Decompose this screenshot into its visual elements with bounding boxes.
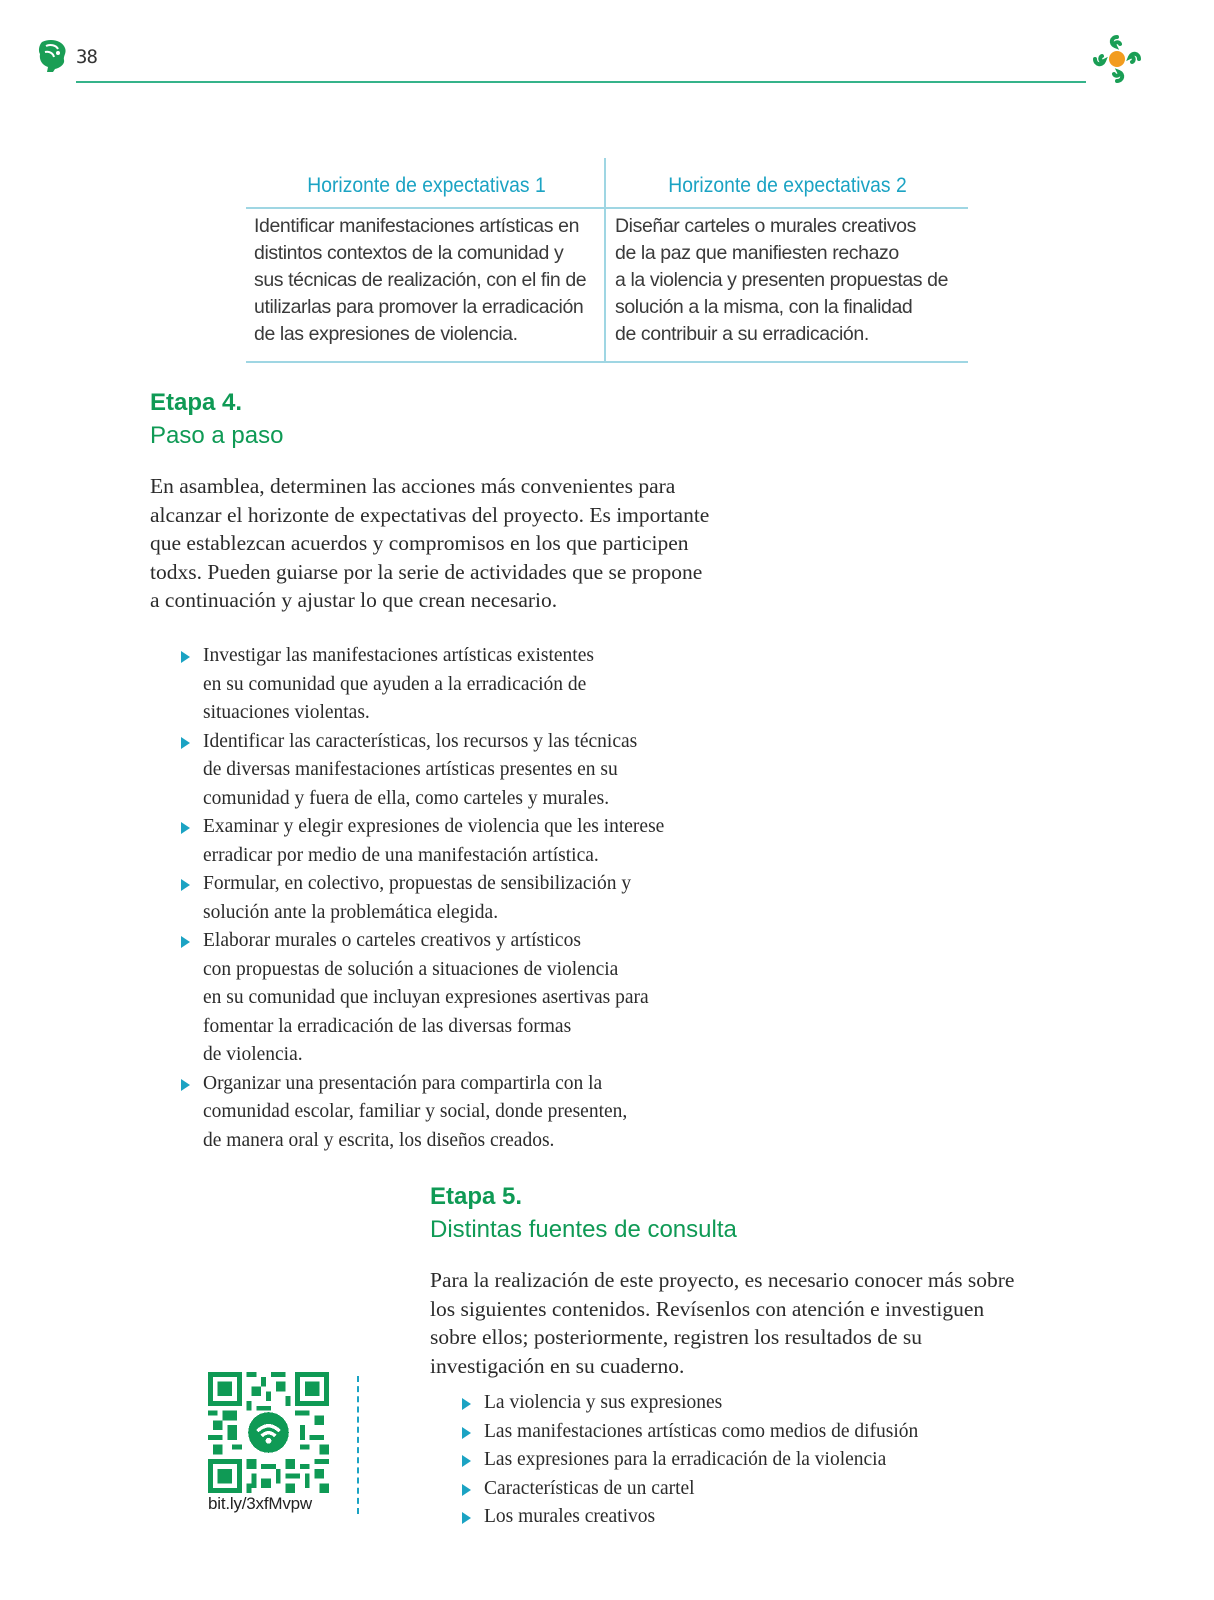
table-column-1 bbox=[246, 158, 607, 348]
list-item bbox=[178, 642, 718, 728]
list-item-line: de diversas manifestaciones artísticas presentes en su bbox=[203, 759, 618, 780]
list-item-line: con propuestas de solución a situaciones de violencia bbox=[203, 958, 619, 980]
triangle-bullet-icon bbox=[181, 1079, 190, 1091]
table-cell-line: Identificar manifestaciones artísticas en bbox=[254, 215, 580, 237]
list-item bbox=[178, 728, 718, 814]
header-rule bbox=[76, 81, 1086, 83]
paragraph-line: sobre ellos; posteriormente, registren los resultados de su bbox=[430, 1325, 923, 1349]
page-number: 38 bbox=[76, 46, 97, 68]
list-item-line: Examinar y elegir expresiones de violencia que les interese bbox=[203, 816, 665, 837]
list-item bbox=[178, 870, 718, 927]
flower-ornament-icon bbox=[1091, 33, 1143, 85]
list-item bbox=[459, 1503, 1019, 1532]
paragraph-line: alcanzar el horizonte de expectativas del proyecto. Es importante bbox=[150, 502, 710, 527]
list-item bbox=[178, 927, 718, 1070]
list-item-line: Los murales creativos bbox=[484, 1506, 656, 1527]
list-item-line: en su comunidad que incluyan expresiones asertivas para bbox=[203, 987, 649, 1008]
etapa4-intro-paragraph bbox=[150, 472, 770, 615]
table-cell-line: Diseñar carteles o murales creativos bbox=[615, 215, 916, 237]
paragraph-line: Para la realización de este proyecto, es necesario conocer más sobre bbox=[430, 1268, 1015, 1292]
paragraph-line: los siguientes contenidos. Revísenlos con atención e investiguen bbox=[430, 1296, 985, 1321]
green-head-logo-icon bbox=[36, 38, 70, 72]
etapa5-label: Etapa 5. bbox=[430, 1183, 523, 1210]
table-cell-line: distintos contextos de la comunidad y bbox=[254, 242, 564, 264]
list-item-line: comunidad y fuera de ella, como carteles y murales. bbox=[203, 787, 610, 809]
topics-list bbox=[459, 1389, 1019, 1532]
list-item-line: Características de un cartel bbox=[484, 1477, 695, 1499]
triangle-bullet-icon bbox=[181, 936, 190, 948]
etapa4-heading bbox=[150, 386, 283, 452]
table-cell-line: utilizarlas para promover la erradicación bbox=[254, 296, 584, 318]
triangle-bullet-icon bbox=[181, 879, 190, 891]
triangle-bullet-icon bbox=[181, 737, 190, 749]
list-item bbox=[459, 1446, 1019, 1475]
triangle-bullet-icon bbox=[462, 1455, 471, 1467]
list-item-line: situaciones violentas. bbox=[203, 702, 370, 723]
table-cell-2 bbox=[607, 207, 968, 348]
list-item bbox=[178, 813, 718, 870]
table-column-2 bbox=[607, 158, 968, 348]
table-cell-line: solución a la misma, con la finalidad bbox=[615, 296, 913, 318]
triangle-bullet-icon bbox=[181, 822, 190, 834]
etapa4-label: Etapa 4. bbox=[150, 389, 243, 416]
list-item-line: solución ante la problemática elegida. bbox=[203, 901, 499, 923]
list-item-line: de violencia. bbox=[203, 1044, 303, 1065]
list-item bbox=[459, 1475, 1019, 1504]
paragraph-line: En asamblea, determinen las acciones más convenientes para bbox=[150, 474, 676, 498]
etapa5-heading bbox=[430, 1180, 737, 1246]
list-item-line: Elaborar murales o carteles creativos y artísticos bbox=[203, 930, 581, 951]
list-item-line: de manera oral y escrita, los diseños creados. bbox=[203, 1129, 555, 1151]
table-cell-line: de contribuir a su erradicación. bbox=[615, 323, 869, 345]
triangle-bullet-icon bbox=[462, 1484, 471, 1496]
list-item bbox=[178, 1070, 718, 1156]
list-item bbox=[459, 1418, 1019, 1447]
table-header-2: Horizonte de expectativas 2 bbox=[668, 174, 907, 197]
list-item-line: fomentar la erradicación de las diversas formas bbox=[203, 1015, 572, 1037]
paragraph-line: todxs. Pueden guiarse por la serie de actividades que se propone bbox=[150, 559, 703, 584]
triangle-bullet-icon bbox=[462, 1512, 471, 1524]
list-item-line: Formular, en colectivo, propuestas de sensibilización y bbox=[203, 873, 632, 894]
table-cell-line: a la violencia y presenten propuestas de bbox=[615, 269, 949, 291]
list-item-line: La violencia y sus expresiones bbox=[484, 1392, 723, 1413]
qr-code-icon[interactable] bbox=[208, 1372, 329, 1493]
list-item-line: erradicar por medio de una manifestación artística. bbox=[203, 844, 599, 866]
list-item-line: Identificar las características, los recursos y las técnicas bbox=[203, 730, 638, 752]
table-cell-line: de la paz que manifiesten rechazo bbox=[615, 242, 899, 264]
triangle-bullet-icon bbox=[181, 651, 190, 663]
paragraph-line: que establezcan acuerdos y compromisos en los que participen bbox=[150, 531, 689, 555]
list-item-line: Las expresiones para la erradicación de la violencia bbox=[484, 1449, 887, 1470]
triangle-bullet-icon bbox=[462, 1398, 471, 1410]
etapa5-intro-paragraph bbox=[430, 1266, 1070, 1380]
list-item-line: Organizar una presentación para compartirla con la bbox=[203, 1072, 603, 1094]
qr-link-text[interactable]: bit.ly/3xfMvpw bbox=[208, 1494, 312, 1513]
table-cell-1 bbox=[246, 207, 607, 348]
list-item-line: en su comunidad que ayuden a la erradicación de bbox=[203, 673, 587, 695]
list-item-line: comunidad escolar, familiar y social, donde presenten, bbox=[203, 1101, 628, 1122]
list-item bbox=[459, 1389, 1019, 1418]
list-item-line: Las manifestaciones artísticas como medios de difusión bbox=[484, 1420, 919, 1442]
triangle-bullet-icon bbox=[462, 1427, 471, 1439]
table-cell-line: sus técnicas de realización, con el fin de bbox=[254, 269, 587, 291]
table-bottom-rule bbox=[246, 361, 968, 363]
paragraph-line: a continuación y ajustar lo que crean necesario. bbox=[150, 588, 558, 612]
list-item-line: Investigar las manifestaciones artísticas existentes bbox=[203, 645, 594, 666]
activities-list bbox=[178, 642, 718, 1155]
etapa5-title: Distintas fuentes de consulta bbox=[430, 1216, 737, 1243]
etapa4-title: Paso a paso bbox=[150, 422, 284, 449]
table-cell-line: de las expresiones de violencia. bbox=[254, 323, 518, 345]
paragraph-line: investigación en su cuaderno. bbox=[430, 1353, 685, 1378]
table-header-1: Horizonte de expectativas 1 bbox=[307, 174, 546, 197]
dashed-divider bbox=[357, 1376, 359, 1514]
